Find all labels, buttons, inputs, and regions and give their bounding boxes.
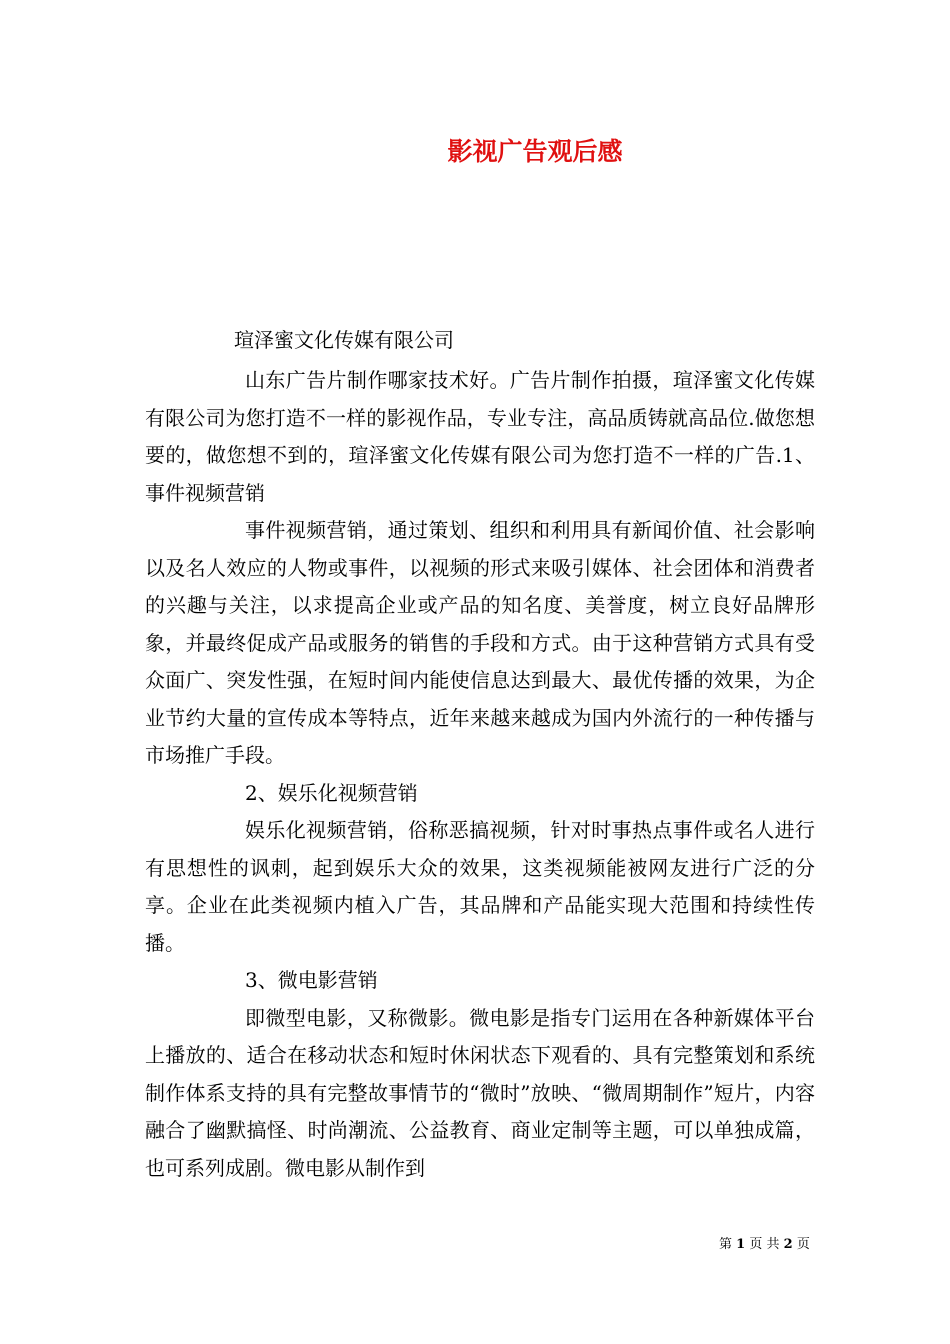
document-title: 影视广告观后感 xyxy=(447,137,623,166)
paragraph-micro-film: 即微型电影，又称微影。微电影是指专门运用在各种新媒体平台上播放的、适合在移动状态和短时休闲状态下观看的、具有完整策划和系统制作体系支持的具有完整故事情节的“微时”放映、“微周期制作”短片，内容融合了幽默搞怪、时尚潮流、公益教育、商业定制等主题，可以单独成篇，也可系列成剧。微电影从制作到 xyxy=(145,1005,815,1180)
footer-page-number: 1 xyxy=(736,1237,746,1252)
footer-total-pages: 2 xyxy=(783,1237,793,1252)
document-body xyxy=(145,362,815,1187)
footer-suffix: 页 xyxy=(796,1237,810,1252)
footer-prefix: 第 xyxy=(719,1237,733,1252)
section-heading-micro-film: 3、微电影营销 xyxy=(245,968,378,992)
paragraph-intro: 山东广告片制作哪家技术好。广告片制作拍摄，瑄泽蜜文化传媒有限公司为您打造不一样的影视作品，专业专注，高品质铸就高品位.做您想要的，做您想不到的，瑄泽蜜文化传媒有限公司为您打造不一样的广告.1、事件视频营销 xyxy=(145,368,815,505)
footer-middle: 页 共 xyxy=(749,1237,780,1252)
company-name: 瑄泽蜜文化传媒有限公司 xyxy=(234,328,454,352)
section-heading-entertainment: 2、娱乐化视频营销 xyxy=(245,780,418,805)
paragraph-entertainment-marketing: 娱乐化视频营销，俗称恶搞视频，针对时事热点事件或名人进行有思想性的讽刺，起到娱乐大众的效果，这类视频能被网友进行广泛的分享。企业在此类视频内植入广告，其品牌和产品能实现大范围和持续性传播。 xyxy=(145,818,815,955)
page-footer xyxy=(719,1233,810,1252)
paragraph-event-marketing: 事件视频营销，通过策划、组织和利用具有新闻价值、社会影响以及名人效应的人物或事件，以视频的形式来吸引媒体、社会团体和消费者的兴趣与关注，以求提高企业或产品的知名度、美誉度，树立良好品牌形象，并最终促成产品或服务的销售的手段和方式。由于这种营销方式具有受众面广、突发性强，在短时间内能使信息达到最大、最优传播的效果，为企业节约大量的宣传成本等特点，近年来越来越成为国内外流行的一种传播与市场推广手段。 xyxy=(145,518,815,767)
